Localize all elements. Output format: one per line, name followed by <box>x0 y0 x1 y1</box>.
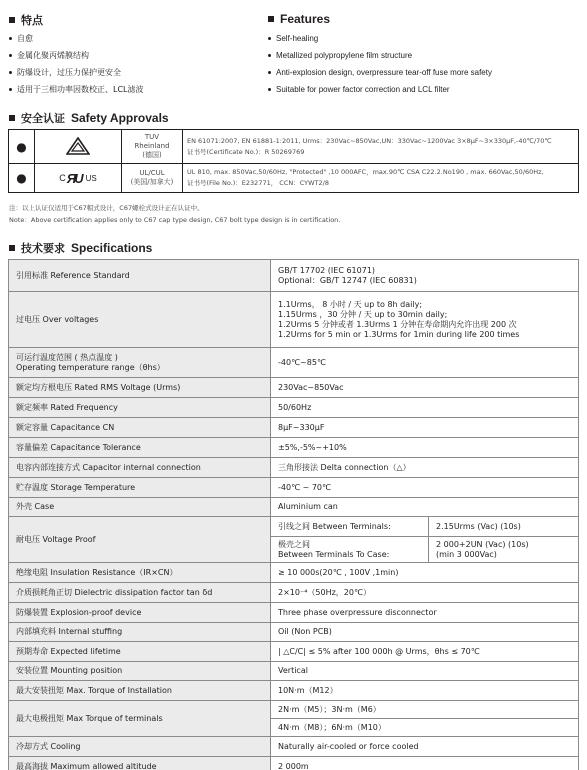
spec-value: -40℃~85℃ <box>271 348 579 378</box>
safety-title: 安全认证 Safety Approvals <box>9 110 169 126</box>
spec-label: 过电压 Over voltages <box>9 292 271 348</box>
tuv-triangle-logo <box>35 130 122 164</box>
bullet-icon <box>9 88 12 91</box>
spec-value: 2 000+2UN (Vac) (10s) (min 3 000Vac) <box>429 537 579 563</box>
spec-row <box>9 418 579 438</box>
cert-body: UL/CUL (美国/加拿大) <box>122 164 183 193</box>
spec-label: 最高海拔 Maximum allowed altitude <box>9 757 271 770</box>
spec-value: ≥ 10 000s(20℃ , 100V ,1min) <box>271 563 579 583</box>
bullet-icon <box>9 71 12 74</box>
spec-subcondition: 极壳之间 Between Terminals To Case: <box>271 537 429 563</box>
spec-label: 介质损耗角正切 Dielectric dissipation factor tan δd <box>9 583 271 603</box>
cert-row-ul <box>9 164 579 193</box>
section-square-icon <box>9 17 15 23</box>
spec-label: 贮存温度 Storage Temperature <box>9 478 271 498</box>
feature-item: Self-healing <box>268 30 492 47</box>
spec-row <box>9 517 579 537</box>
cert-note-cn: 注：以上认证仅适用于C67帽式设计，C67螺栓式设计正在认证中。 <box>9 204 204 212</box>
spec-row <box>9 623 579 642</box>
spec-row <box>9 583 579 603</box>
spec-row <box>9 757 579 770</box>
spec-value: Three phase overpressure disconnector <box>271 603 579 623</box>
cert-row-tuv <box>9 130 579 164</box>
spec-row <box>9 563 579 583</box>
bullet-icon <box>268 37 271 40</box>
spec-value: 1.1Urms， 8 小时 / 天 up to 8h daily; 1.15Urms ，30 分钟 / 天 up to 30min daily; 1.2Urms 5 分钟或者 1.3Urms 1 分钟在寿命期内允许出现 200 次 1.2Urms for 5 min or 1.3Urms for 1min during life 200 times <box>271 292 579 348</box>
cert-mark: ● <box>9 130 35 164</box>
feature-item: 金属化聚丙烯膜结构 <box>9 47 144 64</box>
spec-label: 额定频率 Rated Frequency <box>9 398 271 418</box>
spec-label: 外壳 Case <box>9 498 271 517</box>
spec-value: Aluminium can <box>271 498 579 517</box>
spec-label: 额定容量 Capacitance CN <box>9 418 271 438</box>
spec-value: 230Vac~850Vac <box>271 378 579 398</box>
spec-value: -40℃ ~ 70℃ <box>271 478 579 498</box>
features-title-cn: 特点 <box>9 12 43 28</box>
spec-value: 三角形接法 Delta connection（△） <box>271 458 579 478</box>
spec-row <box>9 398 579 418</box>
spec-label: 最大安装扭矩 Max. Torque of Installation <box>9 681 271 701</box>
spec-row <box>9 348 579 378</box>
spec-row <box>9 701 579 719</box>
spec-value: Vertical <box>271 662 579 681</box>
spec-label: 可运行温度范围 ( 热点温度 ) Operating temperature range（θhs） <box>9 348 271 378</box>
spec-row <box>9 603 579 623</box>
spec-value: ±5%,-5%~+10% <box>271 438 579 458</box>
spec-value: 50/60Hz <box>271 398 579 418</box>
spec-label: 耐电压 Voltage Proof <box>9 517 271 563</box>
feature-item: Suitable for power factor correction and LCL filter <box>268 81 492 98</box>
feature-item: 适用于三相功率因数校正、LCL滤波 <box>9 81 144 98</box>
spec-value: 4N·m（M8）；6N·m（M10） <box>271 719 579 737</box>
features-list-cn <box>9 30 144 98</box>
spec-row <box>9 458 579 478</box>
spec-label: 电容内部连接方式 Capacitor internal connection <box>9 458 271 478</box>
spec-row <box>9 438 579 458</box>
spec-row <box>9 378 579 398</box>
ul-recognized-logo: C ЯU US <box>35 164 122 193</box>
spec-label: 容量偏差 Capacitance Tolerance <box>9 438 271 458</box>
spec-label: 防爆装置 Explosion-proof device <box>9 603 271 623</box>
spec-value: 2.15Urms (Vac) (10s) <box>429 517 579 537</box>
spec-label: 安装位置 Mounting position <box>9 662 271 681</box>
feature-item: Anti-explosion design, overpressure tear-off fuse more safety <box>268 64 492 81</box>
spec-label: 冷却方式 Cooling <box>9 737 271 757</box>
cert-description: UL 810, max. 850Vac,50/60Hz, "Protected" ,10 000AFC，max.90℃ CSA C22.2.No190 , max. 660Vac,50/60Hz, 证书号(File No.)：E232771， CCN：CYWT2/8 <box>183 164 579 193</box>
spec-row <box>9 478 579 498</box>
spec-row <box>9 642 579 662</box>
spec-value: 2 000m <box>271 757 579 770</box>
specifications-table <box>8 259 579 770</box>
bullet-icon <box>268 54 271 57</box>
section-square-icon <box>268 16 274 22</box>
spec-value: 2×10⁻⁴（50Hz，20℃） <box>271 583 579 603</box>
cert-description: EN 61071:2007, EN 61881-1:2011, Urms：230Vac~850Vac,UN：330Vac~1200Vac 3×8μF~3×330μF,-40℃/70℃ 证书号(Certificate No.)：R 50269769 <box>183 130 579 164</box>
ul-mark-icon: ЯU <box>66 170 82 186</box>
spec-label: 最大电极扭矩 Max Torque of terminals <box>9 701 271 737</box>
cert-note-en: Note：Above certification applies only to C67 cap type design, C67 bolt type design is in certification. <box>9 216 341 224</box>
spec-label: 绝缘电阻 Insulation Resistance（IR×CN） <box>9 563 271 583</box>
spec-value: Oil (Non PCB) <box>271 623 579 642</box>
spec-value: 8μF~330μF <box>271 418 579 438</box>
spec-value: 10N·m（M12） <box>271 681 579 701</box>
spec-value: | △C/C| ≤ 5% after 100 000h @ Urms，θhs ≤ 70℃ <box>271 642 579 662</box>
section-square-icon <box>9 115 15 121</box>
bullet-icon <box>268 88 271 91</box>
features-title-en: Features <box>268 12 330 26</box>
certification-table <box>8 129 579 193</box>
spec-row <box>9 498 579 517</box>
spec-label: 预期寿命 Expected lifetime <box>9 642 271 662</box>
spec-label: 引用标准 Reference Standard <box>9 260 271 292</box>
specs-title: 技术要求 Specifications <box>9 240 152 256</box>
feature-item: Metallized polypropylene film structure <box>268 47 492 64</box>
tuv-triangle-icon <box>66 137 90 155</box>
spec-label: 额定均方根电压 Rated RMS Voltage (Urms) <box>9 378 271 398</box>
spec-row <box>9 260 579 292</box>
features-list-en <box>268 30 492 98</box>
bullet-icon <box>268 71 271 74</box>
spec-row <box>9 737 579 757</box>
spec-row <box>9 681 579 701</box>
cert-body: TUV Rheinland (德国) <box>122 130 183 164</box>
spec-subcondition: 引线之间 Between Terminals: <box>271 517 429 537</box>
section-square-icon <box>9 245 15 251</box>
feature-item: 防爆设计，过压力保护更安全 <box>9 64 144 81</box>
spec-label: 内部填充料 Internal stuffing <box>9 623 271 642</box>
spec-value: Naturally air-cooled or force cooled <box>271 737 579 757</box>
spec-value: 2N·m（M5）；3N·m（M6） <box>271 701 579 719</box>
spec-value: GB/T 17702 (IEC 61071) Optional：GB/T 12747 (IEC 60831) <box>271 260 579 292</box>
feature-item: 自愈 <box>9 30 144 47</box>
cert-mark: ● <box>9 164 35 193</box>
bullet-icon <box>9 37 12 40</box>
spec-row <box>9 662 579 681</box>
bullet-icon <box>9 54 12 57</box>
spec-row <box>9 292 579 348</box>
